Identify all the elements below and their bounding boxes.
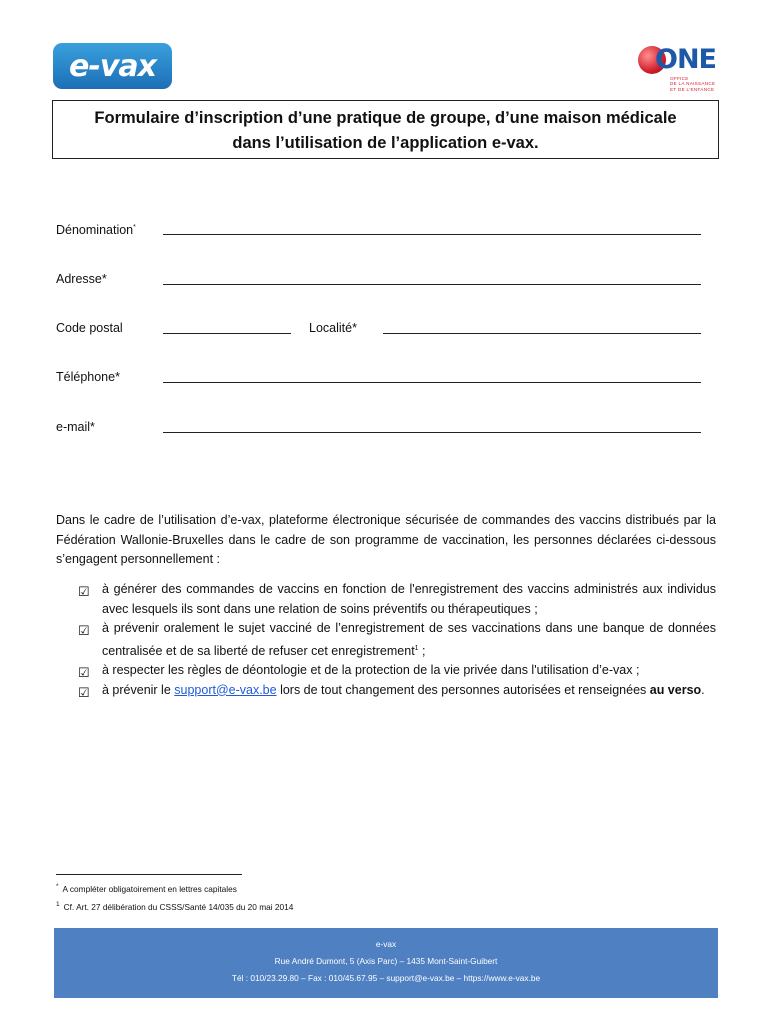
checkbox-icon[interactable]: ☑ [78,665,90,681]
email-label: e-mail* [56,420,95,434]
denomination-required-mark: * [133,223,136,231]
commitment-item-1: ☑ à générer des commandes de vaccins en fonction de l'enregistrement des vaccins administrés aux individus avec lesquels ils sont dans une relation de soins préventifs ou thérapeutiques ; [78,582,716,616]
footnote-ref-1: 1 [414,644,419,652]
footer-contact: Tél : 010/23.29.80 – Fax : 010/45.67.95 – support@e-vax.be – https://www.e-vax.be [231,973,541,983]
denomination-label: Dénomination* [56,223,136,237]
code-postal-label: Code postal [56,321,123,335]
adresse-field[interactable] [163,284,701,285]
intro-paragraph: Dans le cadre de l’utilisation d’e-vax, plateforme électronique sécurisée de commandes des vaccins distribués par la Fédération Wallonie-Bruxelles dans le cadre de son programme de vaccination, les personnes déclarées ci-dessous s’engagent personnellement : [56,513,716,566]
telephone-label: Téléphone* [56,370,120,384]
denomination-field[interactable] [163,234,701,235]
footer-band [54,928,718,998]
one-logo [638,44,718,92]
commitment-item-4: ☑ à prévenir le support@e-vax.be lors de tout changement des personnes autorisées et renseignées au verso. [78,681,716,701]
footnote-1: $^1$ Cf. Art. 27 délibération du CSSS/Santé 14/035 du 20 mai 2014 [56,901,294,912]
commitment-item-2: ☑ à prévenir oralement le sujet vacciné de l’enregistrement de ses vaccinations dans une banque de données centralisée et de sa liberté de refuser cet enregistrement$^1$ ; [78,621,716,658]
code-postal-field[interactable] [163,333,291,334]
au-verso-text: au verso [649,682,702,697]
footer-address: Rue André Dumont, 5 (Axis Parc) – 1435 Mont-Saint-Guibert [274,956,498,966]
commitment-list [78,580,716,700]
footnote-star: * A compléter obligatoirement en lettres capitales [56,883,237,894]
localite-label: Localité* [309,321,357,335]
footer-name: e-vax [375,939,397,949]
form-title-line-2: dans l’utilisation de l’application e-vax. [232,134,539,152]
support-email-link[interactable]: support@e-vax.be [174,682,277,697]
localite-field[interactable] [383,333,701,334]
one-logo-subtitle: OFFICE DE LA NAISSANCE ET DE L'ENFANCE [670,76,716,92]
adresse-label: Adresse* [56,272,107,286]
form-title-box [52,100,719,159]
commitment-item-3: ☑ à respecter les règles de déontologie et de la protection de la vie privée dans l'utilisation d’e-vax ; [78,661,716,681]
evax-logo [53,43,172,89]
form-title-line-1: Formulaire d’inscription d’une pratique de groupe, d’une maison médicale [94,109,677,127]
evax-logo-text: e-vax [69,48,156,84]
checkbox-icon[interactable]: ☑ [78,684,90,700]
email-field[interactable] [163,432,701,433]
one-logo-text: ONE [655,44,716,75]
telephone-field[interactable] [163,382,701,383]
checkbox-icon[interactable]: ☑ [78,623,90,638]
checkbox-icon[interactable]: ☑ [78,584,90,599]
footnote-divider [56,874,242,875]
